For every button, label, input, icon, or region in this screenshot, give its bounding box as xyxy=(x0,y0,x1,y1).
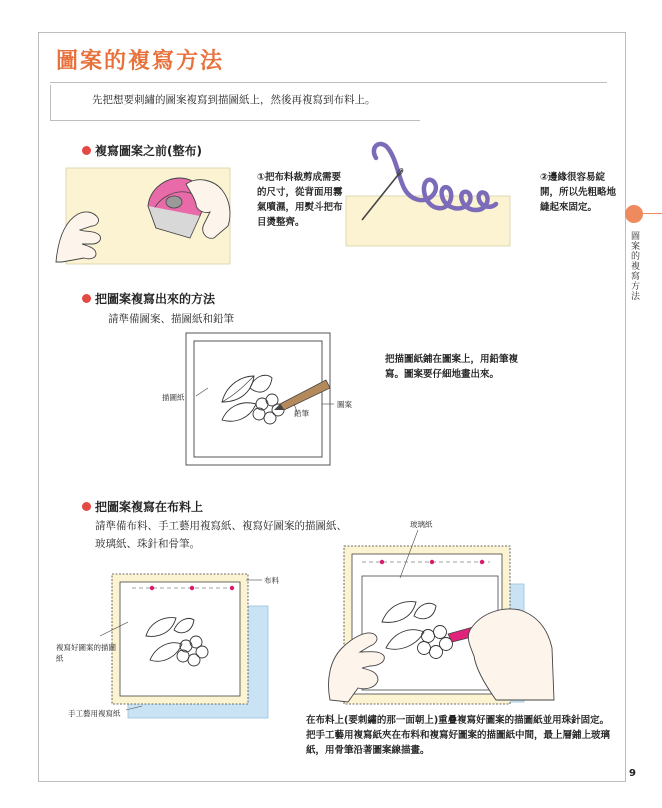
bullet-icon xyxy=(82,502,91,511)
sewing-illustration xyxy=(346,144,510,246)
layering-left-illustration xyxy=(100,574,268,718)
section3-body: 請準備布料、手工藝用複寫紙、複寫好圖案的描圖紙、玻璃紙、珠針和骨筆。 xyxy=(95,520,347,550)
note-transfer-steps: 在布料上(要刺繡的那一面朝上)重疊複寫好圖案的描圖紙並用珠針固定。把手工藝用複寫紙夾在布料和複寫好圖案的描圖紙中間，最上層鋪上玻璃紙，用骨筆沿著圖案線描畫。 xyxy=(306,715,611,756)
layering-right-illustration xyxy=(329,530,555,704)
note-trim-and-iron: ①把布料裁剪成需要的尺寸，從背面用霧氣噴濕，用熨斗把布目燙整齊。 xyxy=(257,172,343,228)
section-heading-pre-trace: 複寫圖案之前(整布) xyxy=(82,142,202,159)
side-tab-label: 圖案的複寫方法 xyxy=(631,232,641,302)
bullet-icon xyxy=(82,146,91,155)
label-cloth: 布料 xyxy=(264,576,279,585)
note-baste-edges: ②邊緣很容易綻開，所以先粗略地縫起來固定。 xyxy=(540,172,617,213)
label-tracing-paper: 描圖紙 xyxy=(162,393,185,402)
tracing-illustration xyxy=(186,333,334,465)
section2-subtitle: 請準備圖案、描圖紙和鉛筆 xyxy=(108,313,234,325)
label-carbon-paper: 手工藝用複寫紙 xyxy=(68,709,121,718)
section-heading-trace-method: 把圖案複寫出來的方法 xyxy=(82,290,215,307)
note-trace-with-pencil: 把描圖紙鋪在圖案上，用鉛筆複寫。圖案要仔細地畫出來。 xyxy=(385,354,519,380)
page-number: 9 xyxy=(629,768,636,779)
label-pencil: 鉛筆 xyxy=(294,409,309,418)
label-traced-paper: 複寫好圖案的描圖紙 xyxy=(56,643,116,663)
section-heading-transfer-to-cloth: 把圖案複寫在布料上 xyxy=(82,498,203,515)
ironing-illustration xyxy=(56,168,230,264)
page-title: 圖案的複寫方法 xyxy=(56,49,225,74)
intro-text: 先把想要刺繡的圖案複寫到描圖紙上，然後再複寫到布料上。 xyxy=(92,94,376,106)
bullet-icon xyxy=(82,294,91,303)
label-pattern: 圖案 xyxy=(337,400,352,409)
label-cellophane: 玻璃紙 xyxy=(410,520,433,529)
